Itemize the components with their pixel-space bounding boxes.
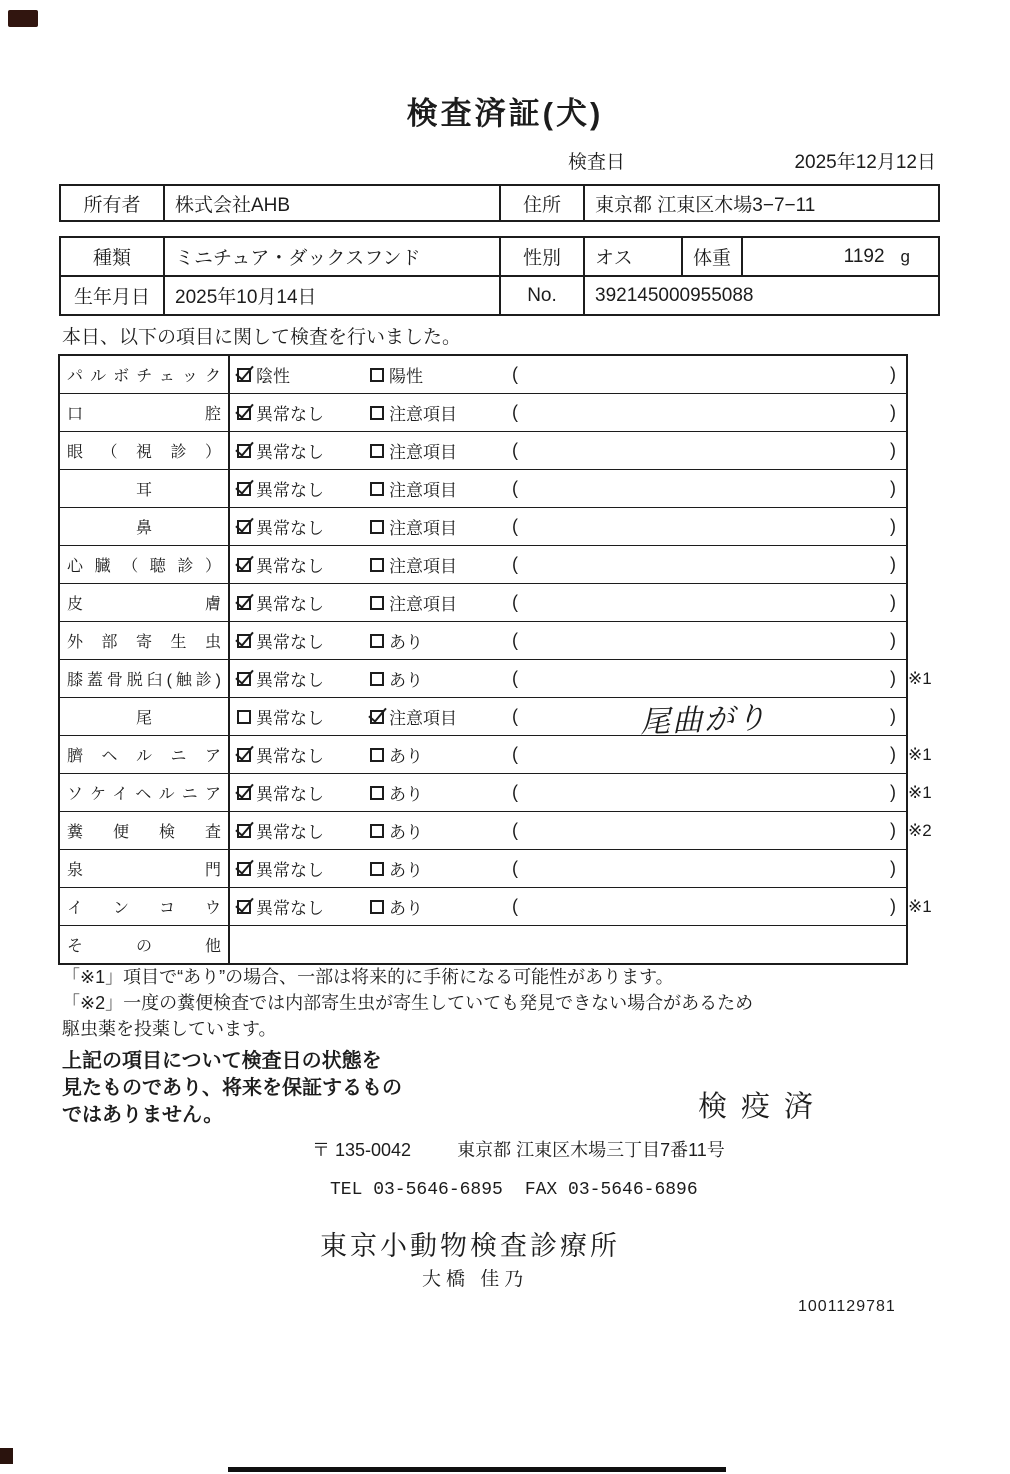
paren-open: ( <box>512 630 518 650</box>
inspection-row <box>60 659 932 697</box>
result-note-cell <box>502 850 906 887</box>
inspection-item-label-cell <box>60 394 230 431</box>
paren-open: ( <box>512 478 518 498</box>
inspection-item-label-cell <box>60 432 230 469</box>
breed-label: 種類 <box>61 238 165 275</box>
inspection-item-label-cell <box>60 584 230 621</box>
inspection-date-value: 2025年12月12日 <box>794 152 936 173</box>
inspection-row <box>60 811 932 849</box>
checkbox-option-1 <box>237 672 251 686</box>
checkbox-option-1 <box>237 862 251 876</box>
option-1-label: 異常なし <box>256 747 324 766</box>
result-option-2 <box>363 812 502 849</box>
result-option-1 <box>230 660 363 697</box>
option-1-label: 異常なし <box>256 709 324 728</box>
no-value: 392145000955088 <box>595 284 754 306</box>
result-option-2 <box>363 546 502 583</box>
option-1-label: 異常なし <box>256 519 324 538</box>
paren-open: ( <box>512 896 518 916</box>
paren-open: ( <box>512 554 518 574</box>
inspection-row <box>60 545 906 583</box>
result-option-1 <box>230 546 363 583</box>
weight-value: 1192 <box>843 245 885 267</box>
breed-value: ミニチュア・ダックスフンド <box>165 238 501 275</box>
footnote-2-line-1: 「※2」一度の糞便検査では内部寄生虫が寄生していても発見できない場合があるため <box>62 993 754 1013</box>
option-1-label: 陰性 <box>256 367 290 386</box>
pet-table-row-2 <box>61 275 938 314</box>
result-note-cell <box>502 622 906 659</box>
result-option-1 <box>230 812 363 849</box>
result-option-1 <box>230 470 363 507</box>
paren-open: ( <box>512 364 518 384</box>
paren-open: ( <box>512 706 518 726</box>
clinic-fax: FAX 03-5646-6896 <box>524 1180 698 1200</box>
address-label: 住所 <box>501 186 585 220</box>
checkbox-option-1 <box>237 900 251 914</box>
paren-close: ) <box>890 668 896 688</box>
option-1-label: 異常なし <box>256 861 324 880</box>
footnote-mark: ※1 <box>908 896 932 916</box>
option-2-label: あり <box>389 633 423 652</box>
checkbox-option-2 <box>370 748 384 762</box>
footnote-mark: ※2 <box>908 820 932 840</box>
footnote-mark: ※1 <box>908 668 932 688</box>
inspection-item-label: 外部寄生虫 <box>67 634 221 651</box>
result-option-1 <box>230 736 363 773</box>
paren-open: ( <box>512 782 518 802</box>
option-2-label: 注意項目 <box>389 557 457 576</box>
checkbox-option-2 <box>370 520 384 534</box>
disclaimer <box>62 1048 402 1129</box>
inspection-item-label: 鼻 <box>135 520 152 537</box>
inspection-table <box>58 354 932 965</box>
inspection-row <box>60 507 906 545</box>
inspection-row <box>60 431 906 469</box>
clinic-postal-row <box>312 1136 725 1162</box>
option-2-label: 陽性 <box>389 367 423 386</box>
inspection-item-label-cell <box>60 546 230 583</box>
sex-label: 性別 <box>501 238 585 275</box>
result-note-cell <box>502 774 906 811</box>
result-note-cell <box>502 698 906 740</box>
result-option-2 <box>363 888 502 925</box>
inspection-row <box>60 925 906 963</box>
option-2-label: 注意項目 <box>389 405 457 424</box>
inspection-item-label: インコウ <box>67 900 221 917</box>
pet-table-row-1 <box>61 238 938 275</box>
result-option-1 <box>230 888 363 925</box>
inspection-date-label: 検査日 <box>568 152 626 173</box>
weight-value-cell <box>743 238 938 275</box>
checkbox-option-1 <box>237 558 251 572</box>
paren-close: ) <box>890 744 896 764</box>
result-option-1 <box>230 774 363 811</box>
address-value: 東京都 江東区木場3−7−11 <box>595 194 816 216</box>
result-option-2 <box>363 660 502 697</box>
inspection-item-label: 糞便検査 <box>67 824 221 841</box>
paren-open: ( <box>512 820 518 840</box>
inspection-item-label-cell <box>60 698 230 735</box>
page-title: 検査済証(犬) <box>406 96 604 131</box>
result-option-2 <box>363 584 502 621</box>
inspection-item-label-cell <box>60 850 230 887</box>
inspection-item-label: 泉門 <box>67 862 221 879</box>
result-option-1 <box>230 394 363 431</box>
veterinarian-name: 大橋 佳乃 <box>422 1269 529 1290</box>
inspection-item-label: 耳 <box>135 482 152 499</box>
paren-close: ) <box>890 592 896 612</box>
scan-artifact-left-edge <box>0 1448 13 1464</box>
birthdate-value: 2025年10月14日 <box>165 277 501 314</box>
disclaimer-line-2: 見たものであり、将来を保証するもの <box>62 1077 402 1099</box>
quarantine-stamp: 検疫済 <box>698 1091 828 1123</box>
inspection-row <box>60 356 906 393</box>
checkbox-option-2 <box>370 596 384 610</box>
option-1-label: 異常なし <box>256 595 324 614</box>
paren-close: ) <box>890 782 896 802</box>
result-note-cell <box>502 356 906 393</box>
result-option-1 <box>230 698 363 735</box>
paren-close: ) <box>890 516 896 536</box>
inspection-item-label-cell <box>60 356 230 393</box>
option-1-label: 異常なし <box>256 481 324 500</box>
inspection-item-label: 心臓（聴診） <box>67 558 221 575</box>
option-1-label: 異常なし <box>256 671 324 690</box>
checkbox-option-1 <box>237 444 251 458</box>
result-option-1 <box>230 432 363 469</box>
inspection-item-label: 眼（視診） <box>67 444 221 461</box>
result-option-2 <box>363 698 502 735</box>
inspection-row <box>60 887 932 925</box>
result-option-2 <box>363 850 502 887</box>
inspection-row <box>60 621 906 659</box>
paren-close: ) <box>890 364 896 384</box>
weight-unit: g <box>900 246 910 266</box>
checkbox-option-2 <box>370 824 384 838</box>
result-note-cell <box>502 546 906 583</box>
checkbox-option-1 <box>237 520 251 534</box>
inspection-item-label-cell <box>60 470 230 507</box>
result-note-cell <box>502 432 906 469</box>
result-note-cell <box>502 508 906 545</box>
inspection-item-label: パルボチェック <box>67 368 221 385</box>
option-1-label: 異常なし <box>256 633 324 652</box>
option-2-label: あり <box>389 671 423 690</box>
paren-close: ) <box>890 706 896 726</box>
inspection-item-label-cell <box>60 660 230 697</box>
inspection-item-label: 皮膚 <box>67 596 221 613</box>
result-note-cell <box>502 736 906 773</box>
checkbox-option-2 <box>370 558 384 572</box>
option-1-label: 異常なし <box>256 823 324 842</box>
option-2-label: あり <box>389 861 423 880</box>
inspection-item-label-cell <box>60 774 230 811</box>
result-option-2 <box>363 508 502 545</box>
option-2-label: あり <box>389 785 423 804</box>
paren-close: ) <box>890 440 896 460</box>
option-1-label: 異常なし <box>256 899 324 918</box>
result-note-cell <box>502 926 906 963</box>
clinic-tel-row <box>330 1180 698 1200</box>
sex-value: オス <box>585 238 683 275</box>
paren-close: ) <box>890 820 896 840</box>
result-note-cell <box>502 812 906 849</box>
option-2-label: 注意項目 <box>389 709 457 728</box>
paren-open: ( <box>512 668 518 688</box>
checkbox-option-1 <box>237 710 251 724</box>
inspection-item-label: 尾 <box>135 710 152 727</box>
result-option-2 <box>363 736 502 773</box>
clinic-address: 東京都 江東区木場三丁目7番11号 <box>457 1140 725 1160</box>
intro-text: 本日、以下の項目に関して検査を行いました。 <box>62 327 462 348</box>
result-option-1 <box>230 584 363 621</box>
option-1-label: 異常なし <box>256 785 324 804</box>
result-option-2 <box>363 356 502 393</box>
result-note-cell <box>502 888 906 925</box>
result-option-1 <box>230 850 363 887</box>
checkbox-option-2 <box>370 368 384 382</box>
checkbox-option-1 <box>237 748 251 762</box>
clinic-tel: TEL 03-5646-6895 <box>330 1180 503 1200</box>
checkbox-option-1 <box>237 824 251 838</box>
option-1-label: 異常なし <box>256 557 324 576</box>
inspection-row <box>60 697 906 740</box>
result-option-2 <box>363 622 502 659</box>
paren-close: ) <box>890 630 896 650</box>
checkbox-option-1 <box>237 634 251 648</box>
paren-close: ) <box>890 896 896 916</box>
option-2-label: 注意項目 <box>389 519 457 538</box>
option-2-label: あり <box>389 899 423 918</box>
owner-label: 所有者 <box>61 186 165 220</box>
checkbox-option-1 <box>237 368 251 382</box>
checkbox-option-2 <box>370 862 384 876</box>
result-option-2 <box>363 470 502 507</box>
scan-artifact-bottom-line <box>228 1467 726 1472</box>
result-option-2 <box>363 432 502 469</box>
paren-close: ) <box>890 402 896 422</box>
inspection-row <box>60 393 906 431</box>
inspection-item-label-cell <box>60 888 230 925</box>
option-1-label: 異常なし <box>256 405 324 424</box>
result-note-cell <box>502 394 906 431</box>
inspection-date-row <box>568 147 936 174</box>
checkbox-option-2 <box>370 482 384 496</box>
pet-table <box>59 236 940 316</box>
option-2-label: 注意項目 <box>389 443 457 462</box>
result-note-cell <box>502 584 906 621</box>
paren-open: ( <box>512 858 518 878</box>
checkbox-option-1 <box>237 482 251 496</box>
checkbox-option-1 <box>237 596 251 610</box>
checkbox-option-2 <box>370 900 384 914</box>
result-option-1 <box>230 508 363 545</box>
birthdate-label: 生年月日 <box>61 277 165 314</box>
paren-open: ( <box>512 744 518 764</box>
inspection-item-label-cell <box>60 508 230 545</box>
inspection-item-label: 臍ヘルニア <box>67 748 221 765</box>
checkbox-option-2 <box>370 634 384 648</box>
result-note: 尾曲がり <box>639 700 769 740</box>
inspection-row <box>60 735 932 773</box>
footnote-mark: ※1 <box>908 744 932 764</box>
serial-number: 1001129781 <box>798 1298 896 1315</box>
inspection-item-label-cell <box>60 736 230 773</box>
inspection-item-label-cell <box>60 622 230 659</box>
result-option-2 <box>363 774 502 811</box>
inspection-row <box>60 849 906 887</box>
result-note-cell <box>502 470 906 507</box>
result-option-2 <box>363 394 502 431</box>
paren-open: ( <box>512 440 518 460</box>
checkbox-option-2 <box>370 710 384 724</box>
footnotes <box>62 964 753 1042</box>
result-option-1 <box>230 622 363 659</box>
option-2-label: あり <box>389 823 423 842</box>
inspection-item-label-cell <box>60 926 230 963</box>
option-2-label: 注意項目 <box>389 595 457 614</box>
result-option-1 <box>230 356 363 393</box>
owner-value: 株式会社AHB <box>165 186 501 220</box>
clinic-name: 東京小動物検査診療所 <box>320 1231 620 1261</box>
no-label: No. <box>501 277 585 314</box>
footnote-mark: ※1 <box>908 782 932 802</box>
disclaimer-line-1: 上記の項目について検査日の状態を <box>62 1050 382 1072</box>
checkbox-option-1 <box>237 786 251 800</box>
paren-open: ( <box>512 402 518 422</box>
option-2-label: 注意項目 <box>389 481 457 500</box>
checkbox-option-2 <box>370 444 384 458</box>
paren-open: ( <box>512 516 518 536</box>
paren-close: ) <box>890 478 896 498</box>
paren-open: ( <box>512 592 518 612</box>
option-1-label: 異常なし <box>256 443 324 462</box>
weight-label: 体重 <box>683 238 743 275</box>
footnote-1: 「※1」項目で“あり”の場合、一部は将来的に手術になる可能性があります。 <box>62 967 674 987</box>
option-2-label: あり <box>389 747 423 766</box>
checkbox-option-2 <box>370 786 384 800</box>
checkbox-option-2 <box>370 672 384 686</box>
inspection-row <box>60 583 906 621</box>
paren-close: ) <box>890 858 896 878</box>
checkbox-option-2 <box>370 406 384 420</box>
owner-table <box>59 184 940 222</box>
inspection-item-label: その他 <box>67 938 221 955</box>
scan-artifact-top-left <box>8 10 38 27</box>
disclaimer-line-3: ではありません。 <box>62 1104 224 1126</box>
inspection-item-label: 膝蓋骨脱臼(触診) <box>67 672 221 689</box>
checkbox-option-1 <box>237 406 251 420</box>
inspection-item-label: ソケイヘルニア <box>67 786 221 803</box>
inspection-row <box>60 469 906 507</box>
footnote-2-line-2: 駆虫薬を投薬しています。 <box>62 1019 277 1039</box>
paren-close: ) <box>890 554 896 574</box>
inspection-item-label-cell <box>60 812 230 849</box>
inspection-row <box>60 773 932 811</box>
postal-code: 〒 135-0042 <box>312 1140 412 1160</box>
inspection-item-label: 口腔 <box>67 406 221 423</box>
